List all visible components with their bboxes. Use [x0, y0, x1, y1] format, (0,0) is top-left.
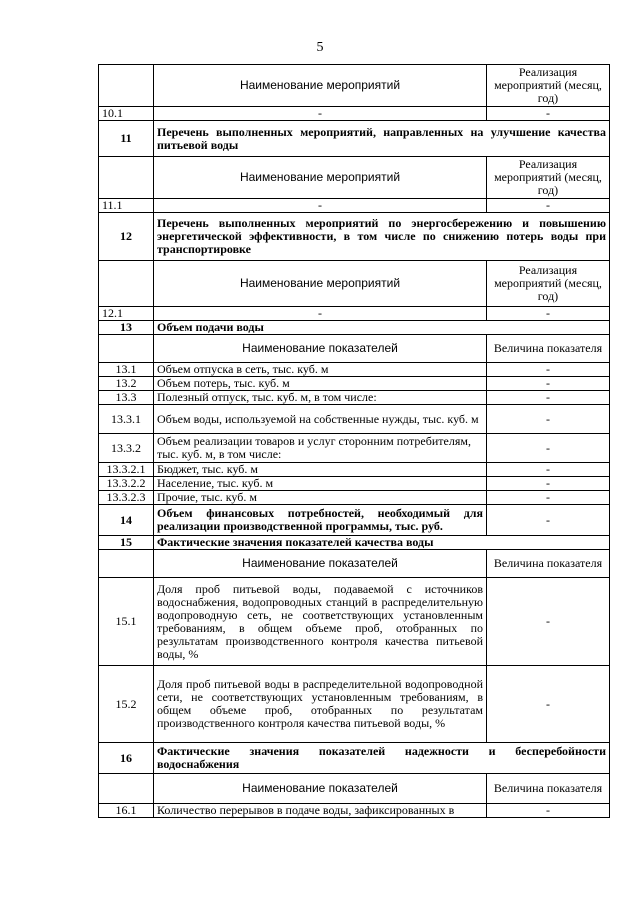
header-activities: Наименование мероприятий: [154, 157, 487, 199]
section-title: Фактические значения показателей надежности и бесперебойности водоснабжения: [154, 743, 610, 774]
report-table: [98, 64, 610, 818]
row-text: -: [154, 199, 487, 213]
header-value: Величина показателя: [487, 774, 610, 804]
row-value: -: [487, 804, 610, 818]
header-implementation: Реализация мероприятий (месяц, год): [487, 65, 610, 107]
row-number: 13.3.2.1: [99, 463, 154, 477]
section-title: Перечень выполненных мероприятий по энергосбережению и повышению энергетической эффективности, в том числе по снижению потерь воды при транспортировке: [154, 213, 610, 261]
row-text: Прочие, тыс. куб. м: [154, 491, 487, 505]
row-value: -: [487, 307, 610, 321]
table-header-row: [99, 65, 610, 107]
row-text: Доля проб питьевой воды, подаваемой с источников водоснабжения, водопроводных станций в распределительную водопроводную сеть, не соответствующих установленным требованиям, в общем объеме проб, отобранных по результатам производственного контроля качества питьевой воды, %: [154, 578, 487, 666]
section-number: 12: [99, 213, 154, 261]
table-header-row: [99, 261, 610, 307]
header-indicators: Наименование показателей: [154, 550, 487, 578]
header-activities: Наименование мероприятий: [154, 261, 487, 307]
table-header-row: [99, 157, 610, 199]
table-row: [99, 391, 610, 405]
header-implementation: Реализация мероприятий (месяц, год): [487, 157, 610, 199]
table-row: [99, 491, 610, 505]
empty-cell: [99, 550, 154, 578]
row-text: Бюджет, тыс. куб. м: [154, 463, 487, 477]
section-number: 16: [99, 743, 154, 774]
row-text: Объем потерь, тыс. куб. м: [154, 377, 487, 391]
row-number: 10.1: [99, 107, 154, 121]
row-text: Объем воды, используемой на собственные нужды, тыс. куб. м: [154, 405, 487, 434]
row-value: -: [487, 391, 610, 405]
table-row: [99, 463, 610, 477]
empty-cell: [99, 774, 154, 804]
section-title: Объем подачи воды: [154, 321, 610, 335]
row-value: -: [487, 199, 610, 213]
table-row: [99, 199, 610, 213]
header-activities: Наименование мероприятий: [154, 65, 487, 107]
empty-cell: [99, 261, 154, 307]
table-row: [99, 434, 610, 463]
empty-cell: [99, 65, 154, 107]
row-number: 11.1: [99, 199, 154, 213]
row-value: -: [487, 505, 610, 536]
table-row: [99, 477, 610, 491]
row-text: -: [154, 107, 487, 121]
table-row: [99, 405, 610, 434]
table-row: [99, 578, 610, 666]
empty-cell: [99, 335, 154, 363]
row-text: Количество перерывов в подаче воды, зафиксированных в: [154, 804, 487, 818]
row-number: 13.1: [99, 363, 154, 377]
page-number: 5: [316, 40, 324, 55]
header-value: Величина показателя: [487, 335, 610, 363]
section-number: 14: [99, 505, 154, 536]
row-number: 12.1: [99, 307, 154, 321]
row-number: 13.3: [99, 391, 154, 405]
header-indicators: Наименование показателей: [154, 774, 487, 804]
row-text: Население, тыс. куб. м: [154, 477, 487, 491]
table-row: [99, 363, 610, 377]
row-value: -: [487, 666, 610, 743]
row-value: -: [487, 578, 610, 666]
table-row: [99, 107, 610, 121]
table-header-row: [99, 550, 610, 578]
table-row: [99, 666, 610, 743]
section-row: [99, 743, 610, 774]
row-number: 13.3.2: [99, 434, 154, 463]
row-value: -: [487, 107, 610, 121]
section-number: 11: [99, 121, 154, 157]
row-number: 13.2: [99, 377, 154, 391]
row-number: 13.3.1: [99, 405, 154, 434]
row-value: -: [487, 491, 610, 505]
row-number: 13.3.2.2: [99, 477, 154, 491]
header-indicators: Наименование показателей: [154, 335, 487, 363]
row-text: Объем отпуска в сеть, тыс. куб. м: [154, 363, 487, 377]
section-row: [99, 505, 610, 536]
row-number: 15.2: [99, 666, 154, 743]
row-value: -: [487, 434, 610, 463]
section-number: 15: [99, 536, 154, 550]
table-row: [99, 804, 610, 818]
row-number: 13.3.2.3: [99, 491, 154, 505]
row-number: 16.1: [99, 804, 154, 818]
section-row: [99, 321, 610, 335]
table-header-row: [99, 774, 610, 804]
section-row: [99, 536, 610, 550]
section-number: 13: [99, 321, 154, 335]
row-value: -: [487, 377, 610, 391]
row-value: -: [487, 477, 610, 491]
section-row: [99, 121, 610, 157]
header-implementation: Реализация мероприятий (месяц, год): [487, 261, 610, 307]
row-number: 15.1: [99, 578, 154, 666]
section-title: Объем финансовых потребностей, необходимый для реализации производственной программы, тыс. руб.: [154, 505, 487, 536]
row-text: -: [154, 307, 487, 321]
table-row: [99, 307, 610, 321]
row-value: -: [487, 405, 610, 434]
header-value: Величина показателя: [487, 550, 610, 578]
section-title: Перечень выполненных мероприятий, направленных на улучшение качества питьевой воды: [154, 121, 610, 157]
table-header-row: [99, 335, 610, 363]
empty-cell: [99, 157, 154, 199]
row-text: Полезный отпуск, тыс. куб. м, в том числе:: [154, 391, 487, 405]
table-row: [99, 377, 610, 391]
row-value: -: [487, 363, 610, 377]
section-row: [99, 213, 610, 261]
row-value: -: [487, 463, 610, 477]
section-title: Фактические значения показателей качества воды: [154, 536, 610, 550]
row-text: Доля проб питьевой воды в распределительной водопроводной сети, не соответствующих установленным требованиям, в общем объеме проб, отобранных по результатам производственного контроля качества питьевой воды, %: [154, 666, 487, 743]
row-text: Объем реализации товаров и услуг сторонним потребителям, тыс. куб. м, в том числе:: [154, 434, 487, 463]
